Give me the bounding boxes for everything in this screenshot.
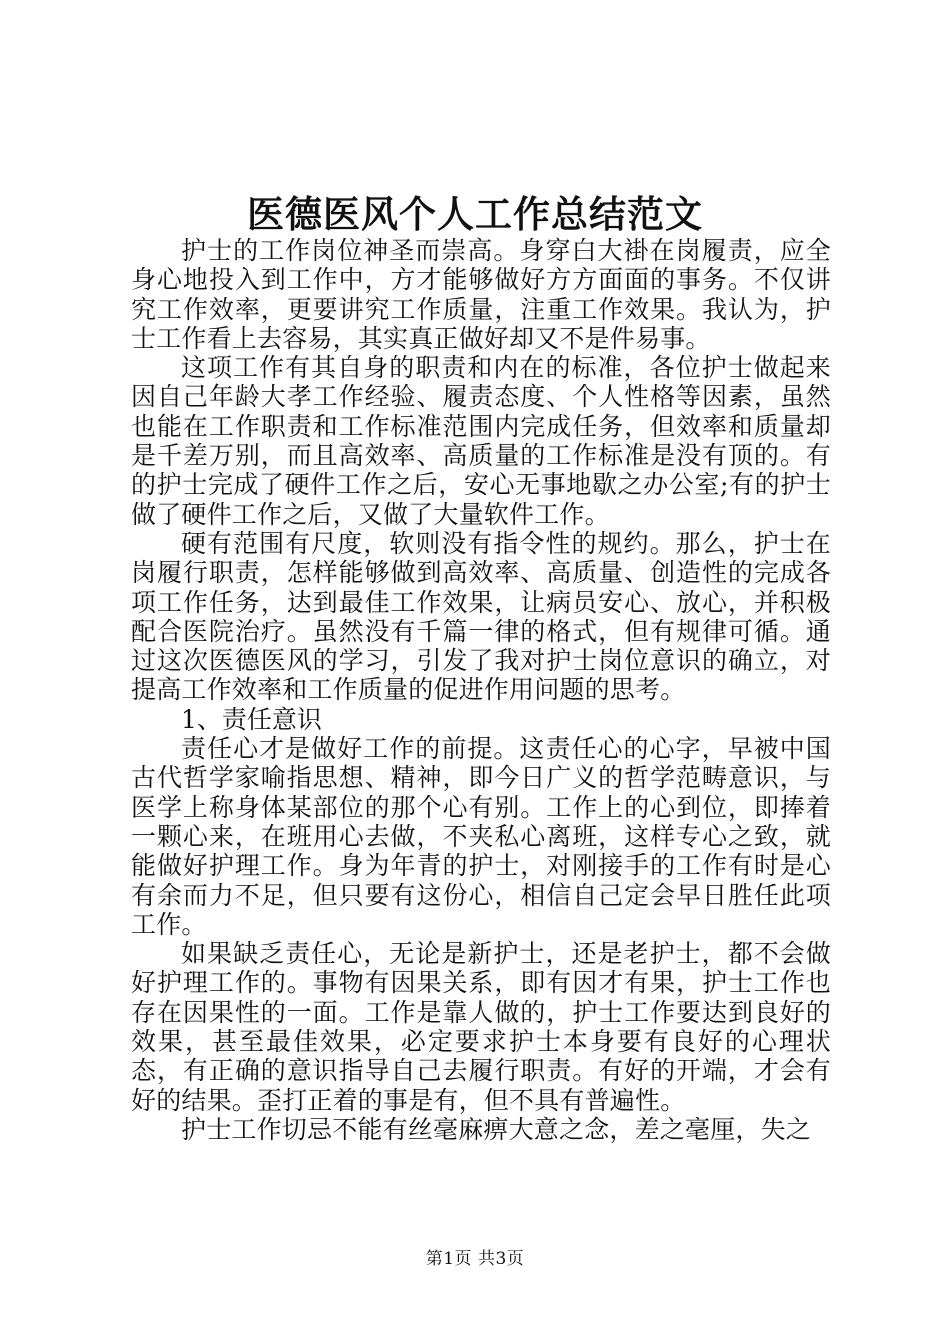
- document-body: [131, 236, 831, 1144]
- paragraph-2: 这项工作有其自身的职责和内在的标准，各位护士做起来因自己年龄大孝工作经验、履责态度、个人性格等因素，虽然也能在工作职责和工作标准范围内完成任务，但效率和质量却是千差万别，而且高效率、高质量的工作标准是没有顶的。有的护士完成了硬件工作之后，安心无事地歇之办公室;有的护士做了硬件工作之后，又做了大量软件工作。: [131, 353, 831, 529]
- paragraph-3: 硬有范围有尺度，软则没有指令性的规约。那么，护士在岗履行职责，怎样能够做到高效率、高质量、创造性的完成各项工作任务，达到最佳工作效果，让病员安心、放心，并积极配合医院治疗。虽然没有千篇一律的格式，但有规律可循。通过这次医德医风的学习，引发了我对护士岗位意识的确立，对提高工作效率和工作质量的促进作用问题的思考。: [131, 528, 831, 705]
- page-footer: 第1页 共3页: [425, 1249, 525, 1269]
- paragraph-1: 护士的工作岗位神圣而崇高。身穿白大褂在岗履责，应全身心地投入到工作中，方才能够做好方方面面的事务。不仅讲究工作效率，更要讲究工作质量，注重工作效果。我认为，护士工作看上去容易，其实真正做好却又不是件易事。: [131, 236, 831, 353]
- document-title: 医德医风个人工作总结范文: [247, 192, 703, 236]
- section-heading: 1、责任意识: [181, 704, 322, 734]
- section-paragraph-1: 责任心才是做好工作的前提。这责任心的心字，早被中国古代哲学家喻指思想、精神，即今日广义的哲学范畴意识，与医学上称身体某部位的那个心有别。工作上的心到位，即捧着一颗心来，在班用心去做，不夹私心离班，这样专心之致，就能做好护理工作。身为年青的护士，对刚接手的工作有时是心有余而力不足，但只要有这份心，相信自己定会早日胜任此项工作。: [131, 734, 831, 939]
- section-paragraph-2: 如果缺乏责任心，无论是新护士，还是老护士，都不会做好护理工作的。事物有因果关系，即有因才有果，护士工作也存在因果性的一面。工作是靠人做的，护士工作要达到良好的效果，甚至最佳效果，必定要求护士本身要有良好的心理状态，有正确的意识指导自己去履行职责。有好的开端，才会有好的结果。歪打正着的事是有，但不具有普遍性。: [131, 939, 831, 1115]
- section-paragraph-3: 护士工作切忌不能有丝毫麻痹大意之念，差之毫厘，失之: [181, 1114, 812, 1144]
